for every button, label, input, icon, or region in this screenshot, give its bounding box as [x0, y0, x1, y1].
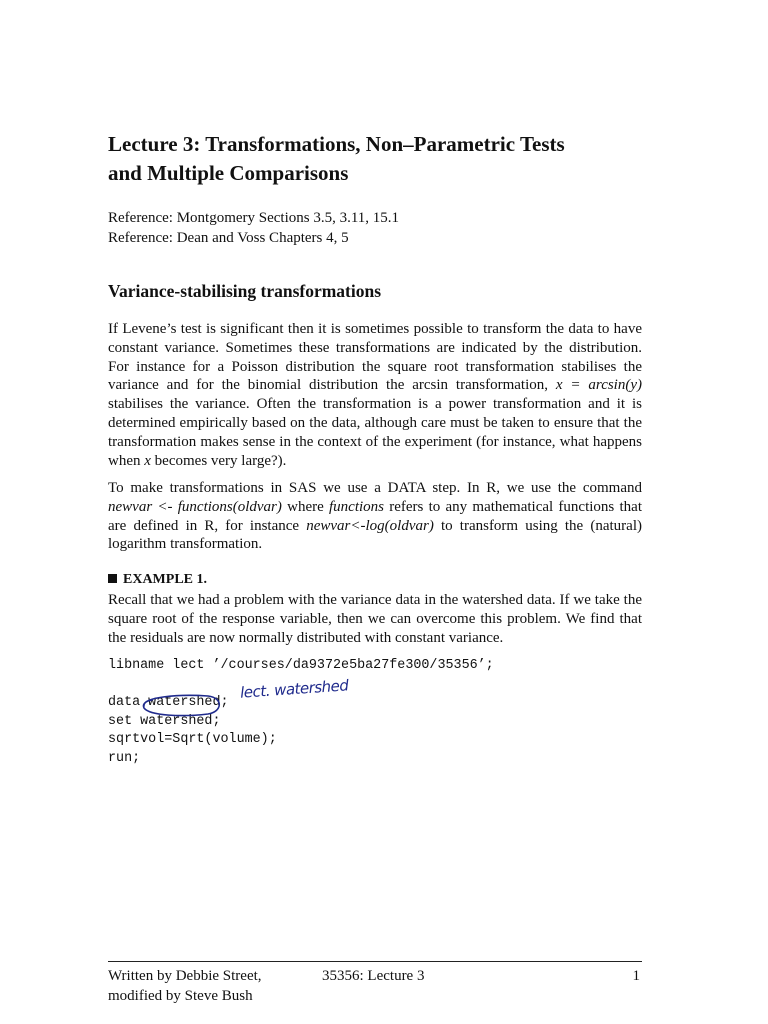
footer-author-2: modified by Steve Bush — [108, 988, 253, 1004]
example-heading-label: EXAMPLE 1. — [123, 572, 207, 587]
reference-2: Reference: Dean and Voss Chapters 4, 5 — [108, 230, 349, 246]
paragraph-1-text-b: stabilises the variance. Often the transformation is a power transformation and it is determined empirically based on the data, although care must be taken to ensure that the transformation makes sense in the context of the experiment (for instance, what happens when — [108, 396, 642, 469]
example-heading — [108, 572, 207, 588]
footer-rule — [108, 961, 642, 962]
title-line-1: Lecture 3: Transformations, Non–Parametric Tests — [108, 132, 565, 156]
paragraph-2-text-a: To make transformations in SAS we use a DATA step. In R, we use the command — [108, 480, 642, 496]
code-libname: libname lect ’/courses/da9372e5ba27fe300/35356’; — [108, 658, 494, 673]
paragraph-1-math-x: x — [144, 452, 151, 469]
paragraph-1 — [108, 320, 642, 470]
title-line-2: and Multiple Comparisons — [108, 161, 349, 185]
reference-1: Reference: Montgomery Sections 3.5, 3.11, 15.1 — [108, 210, 400, 226]
paragraph-2-text-d: to transform using the (natural) logarithm transformation. — [108, 517, 642, 553]
example-text: Recall that we had a problem with the variance data in the watershed data. If we take the square root of the response variable, then we can overcome this problem. We find that the residuals are now normally distributed with constant variance. — [108, 592, 642, 646]
page-title — [108, 130, 668, 188]
footer-author-1: Written by Debbie Street, — [108, 968, 262, 984]
paragraph-2-code-newvar: newvar <- functions(oldvar) — [108, 498, 282, 515]
section-heading: Variance-stabilising transformations — [108, 281, 382, 301]
paragraph-2 — [108, 479, 642, 554]
page-number: 1 — [632, 968, 640, 984]
footer-course: 35356: Lecture 3 — [322, 968, 425, 984]
paragraph-2-code-functions: functions — [329, 498, 385, 515]
paragraph-1-text-a: If Levene’s test is significant then it is sometimes possible to transform the data to have constant variance. Sometimes these transformations are indicated by the distribution. For instance for a Poisson distribution the square root transformation stabilises the variance and for the binomial distribution the arcsin transformation, — [108, 321, 642, 394]
qed-square-icon — [108, 574, 117, 583]
paragraph-2-code-log: newvar<-log(oldvar) — [306, 517, 434, 534]
paragraph-2-text-b: where — [281, 498, 330, 515]
handwritten-note: lect. watershed — [239, 676, 349, 702]
code-block: data watershed; set watershed; sqrtvol=Sqrt(volume); run; — [108, 695, 277, 766]
footer-authors — [108, 966, 262, 1006]
references — [108, 208, 668, 248]
paragraph-1-math-arcsin: x = arcsin(y) — [555, 377, 643, 394]
paragraph-2-text-c: refers to any mathematical functions that are defined in R, for instance — [108, 498, 642, 534]
paragraph-1-text-c: becomes very large?). — [150, 452, 287, 469]
